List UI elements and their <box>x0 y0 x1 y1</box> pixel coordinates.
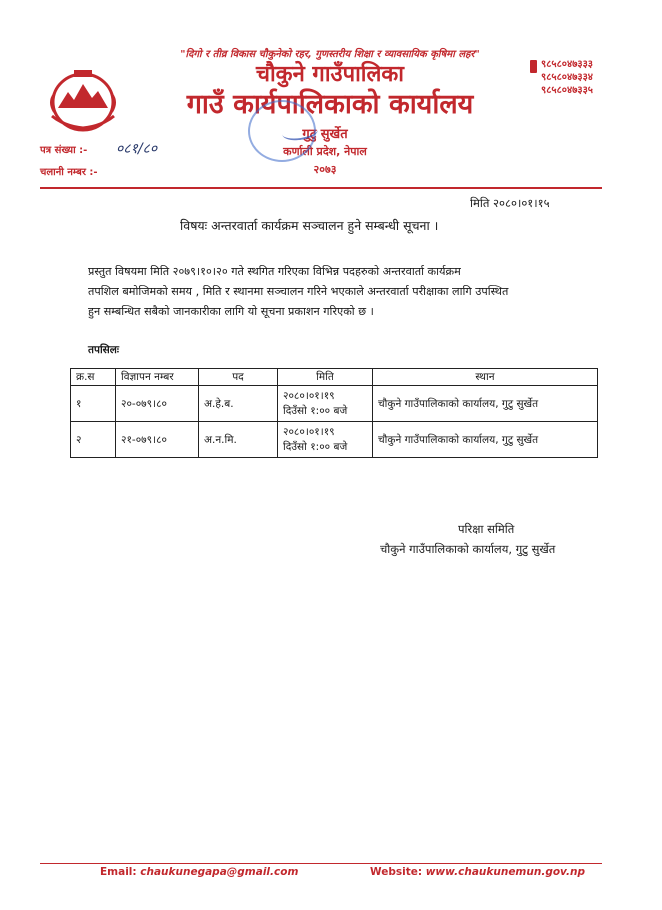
col-date: मिति <box>278 369 373 386</box>
cell-ad-number: २०-०७९।८० <box>116 386 199 422</box>
interview-schedule-table <box>70 368 598 458</box>
website-label: Website: <box>370 866 423 878</box>
body-line: प्रस्तुत विषयमा मिति २०७९।१०।२० गते स्थगित गरिएका विभिन्न पदहरुको अन्तरवार्ता कार्यक्रम <box>88 265 461 278</box>
phone-numbers <box>541 58 593 97</box>
cell-venue: चौकुने गाउँपालिकाको कार्यालय, गुटु सुर्खेत <box>373 386 598 422</box>
cell-date: २०८०।०१।१९ <box>283 425 335 438</box>
col-ad-number: विज्ञापन नम्बर <box>116 369 199 386</box>
letter-date: मिति २०८०।०१।१५ <box>470 196 550 210</box>
phone-number: ९८५८०४७३३३ <box>541 59 593 70</box>
website-link[interactable]: www.chaukunemun.gov.np <box>425 866 586 878</box>
address-province: कर्णाली प्रदेश, नेपाल <box>283 145 367 158</box>
cell-date-time <box>278 386 373 422</box>
body-line: हुन सम्बन्धित सबैको जानकारीका लागि यो सूचना प्रकाशन गरिएको छ । <box>88 305 374 318</box>
cell-serial: २ <box>71 422 116 458</box>
address-location: गुटु सुर्खेत <box>302 127 348 142</box>
header-divider <box>40 187 602 189</box>
cell-venue: चौकुने गाउँपालिकाको कार्यालय, गुटु सुर्खेत <box>373 422 598 458</box>
signatory-committee: परिक्षा समिति <box>458 522 515 536</box>
dispatch-number-label: चलानी नम्बर :- <box>40 167 98 178</box>
cell-date: २०८०।०१।१९ <box>283 389 335 402</box>
nepal-emblem-icon <box>44 64 122 134</box>
phone-number: ९८५८०४७३३५ <box>541 85 593 96</box>
footer-email <box>100 866 298 878</box>
footer-divider <box>40 863 602 864</box>
signatory-office: चौकुने गाउँपालिकाको कार्यालय, गुटु सुर्खेत <box>380 542 556 556</box>
col-serial: क्र.स <box>71 369 116 386</box>
slogan: "दिगो र तीव्र विकास चौकुनेको रहर, गुणस्तरीय शिक्षा र व्यावसायिक कृषिमा लहर" <box>180 49 480 60</box>
ref-number-label: पत्र संख्या :- <box>40 145 88 156</box>
table-row <box>71 422 598 458</box>
office-title: गाउँ कार्यपालिकाको कार्यालय <box>186 89 474 120</box>
cell-time: दिउँसो १:०० बजे <box>283 440 348 453</box>
cell-ad-number: २१-०७९।८० <box>116 422 199 458</box>
details-label: तपसिलः <box>88 344 120 356</box>
established-year: २०७३ <box>313 163 337 176</box>
table-row <box>71 386 598 422</box>
cell-post: अ.न.मि. <box>199 422 278 458</box>
cell-date-time <box>278 422 373 458</box>
body-line: तपशिल बमोजिमको समय , मिति र स्थानमा सञ्चालन गरिने भएकाले अन्तरवार्ता परीक्षाका लागि उपस्थित <box>88 285 509 298</box>
letter-subject: विषयः अन्तरवार्ता कार्यक्रम सञ्चालन हुने सम्बन्धी सूचना । <box>180 218 439 233</box>
footer-website <box>370 866 585 878</box>
email-label: Email: <box>100 866 137 878</box>
email-link[interactable]: chaukunegapa@gmail.com <box>140 866 299 878</box>
phone-icon <box>530 60 537 73</box>
col-post: पद <box>199 369 278 386</box>
municipality-title: चौकुने गाउँपालिका <box>256 62 404 87</box>
cell-post: अ.हे.ब. <box>199 386 278 422</box>
ref-number-value: ०८१/८० <box>116 141 158 157</box>
col-venue: स्थान <box>373 369 598 386</box>
cell-time: दिउँसो १:०० बजे <box>283 404 348 417</box>
table-header-row <box>71 369 598 386</box>
letter-body <box>88 262 588 322</box>
cell-serial: १ <box>71 386 116 422</box>
phone-number: ९८५८०४७३३४ <box>541 72 593 83</box>
